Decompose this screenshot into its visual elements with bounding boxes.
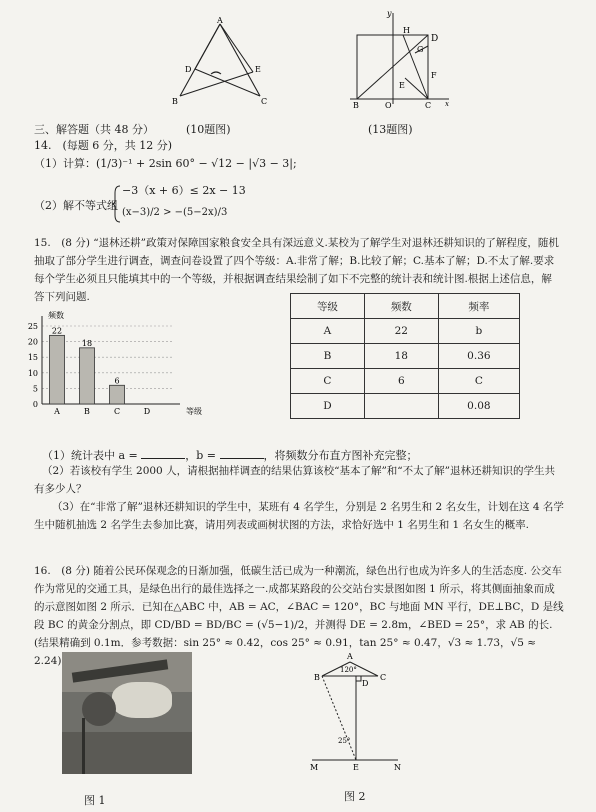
inequality-2: (x−3)/2 > −(5−2x)/3 <box>122 207 228 218</box>
fig10-label-c: C <box>261 97 268 106</box>
fig13-label-g: G <box>417 45 424 54</box>
x-tick-label: A <box>54 407 60 416</box>
fig2-label-angle-120: 120° <box>340 666 357 674</box>
table-cell: 0.36 <box>438 344 519 369</box>
q15-question-1 <box>42 448 418 463</box>
fig2-label-c: C <box>380 673 387 682</box>
table-cell: D <box>291 394 365 419</box>
q15-question-2: （2）若该校有学生 2000 人，请根据抽样调查的结果估算该校“基本了解”和“不太了解”退林还耕知识的学生共有多少人？ <box>34 465 556 495</box>
x-axis-label: 等级 <box>186 407 202 416</box>
table-cell: b <box>438 319 519 344</box>
fig13-label-h: H <box>403 26 410 35</box>
frequency-table <box>290 293 520 419</box>
table-row <box>291 394 520 419</box>
answer-blank-a[interactable] <box>141 448 185 459</box>
segment-ec <box>405 78 428 99</box>
bar-value-label: 18 <box>81 338 93 348</box>
table-row <box>291 319 520 344</box>
fig2-label-d: D <box>362 679 369 688</box>
fig13-label-d: D <box>431 34 439 44</box>
header-rate: 频率 <box>438 294 519 319</box>
bus-stop-photo <box>62 652 192 774</box>
table-cell: 0.08 <box>438 394 519 419</box>
frequency-histogram <box>20 308 210 418</box>
fig13-label-x: x <box>445 100 449 108</box>
bar-C <box>110 385 125 404</box>
q14-heading: 14. (每题 6 分，共 12 分) <box>34 139 173 152</box>
segment-ch <box>403 35 428 99</box>
x-tick-label: B <box>84 407 90 416</box>
q15-q1-text-c: ，将频数分布直方图补充完整； <box>263 449 418 462</box>
fig2-label-angle-25: 25° <box>338 737 351 745</box>
table-cell: 6 <box>364 369 438 394</box>
q15-intro: 15. (8 分) “退林还耕”政策对保障国家粮食安全具有深远意义.某校为了解学生对退林还耕知识的了解程度，随机抽取了部分学生进行调查，调查问卷设置了四个等级：A.非常了解；B.比较了解；C.基本了解；D.不太了解.要求每个学生必须且只能填其中的一个等级，并根据调查结果绘制了如下不完整的统计表和统计图.根据上述信息，解答下列问题. <box>34 237 559 303</box>
figure-13-diagram <box>345 8 455 108</box>
figure-1-caption: 图 1 <box>84 794 106 807</box>
segment-be <box>322 676 356 760</box>
q16-text: 16. (8 分) 随着公民环保观念的日渐加强，低碳生活已成为一种潮流，绿色出行也成为许多人的生活态度. 公交车作为常见的交通工具，是绿色出行的最佳选择之一.成都某路段的公交站台实景图如图 1 所示，将其侧面抽象而成的示意图如图 2 所示．已知在△ABC 中，AB = AC，∠BAC = 120°，BC 与地面 MN 平行，DE⊥BC，D 是线段 BC 的黄金分割点，即 CD/BD = BD/BC = (√5−1)/2，并测得 DE = 2.8m，∠BED = 25°，求 AB 的长. (结果精确到 0.1m．参考数据：sin 25° ≈ 0.42，cos 25° ≈ 0.91，tan 25° ≈ 0.47，√3 ≈ 1.73，√5 ≈ 2.24) <box>34 565 564 667</box>
figure-10-diagram <box>165 14 285 114</box>
y-tick-label: 20 <box>27 337 38 347</box>
q14-part2-label: （2）解不等式组 <box>34 199 118 212</box>
fig10-caption: (10题图) <box>186 123 231 136</box>
y-tick-label: 5 <box>32 384 38 394</box>
y-tick-label: 10 <box>27 368 38 378</box>
fig13-label-e: E <box>399 81 405 90</box>
answer-blank-b[interactable] <box>220 448 264 459</box>
fig2-label-n: N <box>394 763 401 772</box>
table-header-row <box>291 294 520 319</box>
segment-ae <box>220 24 253 72</box>
fig2-label-m: M <box>310 763 319 772</box>
header-grade: 等级 <box>291 294 365 319</box>
fig13-label-o: O <box>385 101 392 108</box>
table-cell <box>364 394 438 419</box>
segment-ac <box>220 24 260 96</box>
bar-B <box>80 348 95 404</box>
bar-value-label: 22 <box>51 326 63 336</box>
table-cell: C <box>291 369 365 394</box>
fig10-label-d: D <box>185 65 192 74</box>
fig2-label-e: E <box>353 763 359 772</box>
y-tick-label: 25 <box>27 322 38 331</box>
angle-mark <box>211 72 221 74</box>
y-axis-label: 频数 <box>48 311 64 320</box>
figure-2-caption: 图 2 <box>344 790 366 803</box>
q15-question-3: （3）在“非常了解”退林还耕知识的学生中，某班有 4 名学生，分别是 2 名男生和 2 名女生，计划在这 4 名学生中随机抽选 2 名学生去参加比赛，请用列表或画树状图的方法，求恰好选中 1 名男生和 1 名女生的概率. <box>34 501 564 531</box>
table-row <box>291 369 520 394</box>
right-angle-mark <box>356 676 361 681</box>
table-cell: 18 <box>364 344 438 369</box>
system-brace <box>112 185 122 223</box>
fig10-label-e: E <box>255 65 261 74</box>
q15-q1-text-a: （1）统计表中 a = <box>42 449 142 462</box>
section-3-heading: 三、解答题（共 48 分） <box>34 123 154 136</box>
fig10-label-b: B <box>172 97 178 106</box>
fig2-label-b: B <box>314 673 320 682</box>
x-tick-label: D <box>143 407 151 416</box>
table-row <box>291 344 520 369</box>
figure-2-diagram <box>308 650 408 780</box>
q14-part1: （1）计算：(1/3)⁻¹ + 2sin 60° − √12 − |√3 − 3|; <box>34 157 297 170</box>
fig13-caption: (13题图) <box>368 123 413 136</box>
header-frequency: 频数 <box>364 294 438 319</box>
table-cell: A <box>291 319 365 344</box>
y-tick-label: 0 <box>32 400 38 409</box>
x-tick-label: C <box>113 407 121 416</box>
fig10-label-a: A <box>217 16 223 25</box>
fig13-label-y: y <box>387 9 392 18</box>
segment-ad <box>195 24 220 69</box>
fig13-label-b: B <box>353 101 359 108</box>
y-tick-label: 15 <box>27 353 38 363</box>
fig13-label-c: C <box>425 101 432 108</box>
bar-A <box>50 335 65 404</box>
fig2-label-a: A <box>347 652 353 661</box>
table-cell: 22 <box>364 319 438 344</box>
q15-q1-text-b: ，b = <box>185 449 220 462</box>
table-cell: B <box>291 344 365 369</box>
bar-value-label: 6 <box>114 376 120 386</box>
fig13-label-f: F <box>431 71 437 80</box>
table-cell: C <box>438 369 519 394</box>
inequality-1: −3（x + 6）≤ 2x − 13 <box>122 184 246 197</box>
